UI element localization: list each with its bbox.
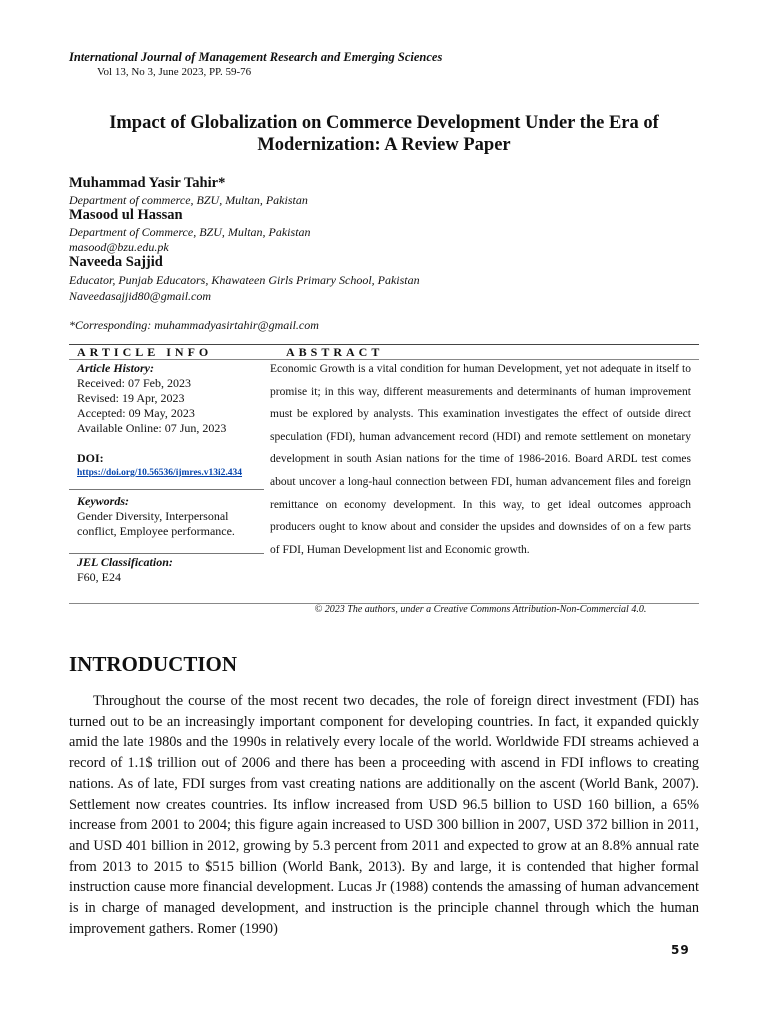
article-info-heading: ARTICLE INFO: [77, 345, 213, 359]
copyright-notice: © 2023 The authors, under a Creative Commons Attribution-Non-Commercial 4.0.: [314, 604, 647, 615]
abstract-heading: ABSTRACT: [286, 345, 384, 359]
jel-codes: F60, E24: [77, 570, 122, 584]
title-line-1: Impact of Globalization on Commerce Development Under the Era of: [109, 113, 659, 133]
article-history: [77, 361, 257, 436]
author-3-name: Naveeda Sajjid: [69, 254, 163, 270]
available-date: Available Online: 07 Jun, 2023: [77, 421, 227, 435]
introduction-paragraph: Throughout the course of the most recent two decades, the role of foreign direct investment (FDI) has turned out to be an increasingly important component for developing countries. In fact, it expanded quickly amid the late 1980s and the 1990s in relatively every locale of the world. Worldwide FDI streams achieved a record of 1.1$ trillion out of 2006 and there has been a proceeding with ascend in FDI inflows to creating nations. As of late, FDI surges from vast creating nations are additionally on the ascent (World Bank, 2007). Settlement now creates countries. Its inflow increased from USD 96.5 billion to USD 160 billion, a 65% increase from 2001 to 2004; this figure again increased to USD 300 billion in 2007, USD 372 billion in 2011, and USD 401 billion in 2012, growing by 5.3 percent from 2011 and expected to grow at an 8.8% annual rate from 2013 to 2015 to $515 billion (World Bank, 2013). By and large, it is contended that higher formal instruction cause more financial development. Lucas Jr (1988) contends the amassing of human advancement is in charge of managed development, and instruction is the principle channel through which the human improvement gathers. Romer (1990): [69, 693, 699, 937]
accepted-date: Accepted: 09 May, 2023: [77, 406, 195, 420]
jel-block: [77, 555, 257, 585]
author-1-name: Muhammad Yasir Tahir*: [69, 175, 226, 191]
revised-date: Revised: 19 Apr, 2023: [77, 391, 185, 405]
author-3-affiliation: Educator, Punjab Educators, Khawateen Girls Primary School, Pakistan: [69, 273, 420, 287]
paper-title: [69, 112, 699, 156]
author-2-affiliation: Department of Commerce, BZU, Multan, Pakistan: [69, 225, 311, 239]
journal-volume: Vol 13, No 3, June 2023, PP. 59-76: [97, 66, 252, 78]
author-1-affiliation: Department of commerce, BZU, Multan, Pakistan: [69, 193, 308, 207]
journal-name: International Journal of Management Research and Emerging Sciences: [69, 50, 443, 64]
article-history-label: Article History:: [77, 361, 154, 375]
author-2-name: Masood ul Hassan: [69, 207, 183, 223]
doi-block: [77, 451, 257, 481]
received-date: Received: 07 Feb, 2023: [77, 376, 191, 390]
keywords-label: Keywords:: [77, 494, 129, 508]
doi-link[interactable]: https://doi.org/10.56536/ijmres.v13i2.434: [77, 468, 243, 478]
keywords-block: [77, 494, 257, 539]
page-number: 59: [671, 943, 690, 957]
keywords-text: Gender Diversity, Interpersonal conflict, Employee performance.: [77, 509, 235, 538]
doi-separator: [69, 489, 264, 490]
author-2-email[interactable]: masood@bzu.edu.pk: [69, 240, 169, 254]
title-line-2: Modernization: A Review Paper: [257, 135, 511, 155]
doi-label: DOI:: [77, 451, 104, 465]
introduction-heading: INTRODUCTION: [69, 652, 238, 676]
keywords-separator: [69, 553, 264, 554]
corresponding-author: *Corresponding: muhammadyasirtahir@gmail.com: [69, 318, 319, 332]
author-3-email[interactable]: Naveedasajjid80@gmail.com: [69, 289, 212, 303]
jel-label: JEL Classification:: [77, 555, 173, 569]
abstract-text: Economic Growth is a vital condition for human Development, yet not adequate in itself to promise it; in this way, different measurements and determinants of human improvement must be explored by analysts. This examination investigates the effect of outside direct speculation (FDI), human advancement record (HDI) and remote settlement on monetary development in south Asian nations for the time of 1986-2016. Board ARDL test comes about uncover a long-haul connection between FDI, human advancement files and foreign remittance on economy development. In this way, to get ideal outcomes approach producers ought to know about and consider the upsides and downsides of on a few parts of FDI, Human Development list and Economic growth.: [270, 363, 691, 556]
